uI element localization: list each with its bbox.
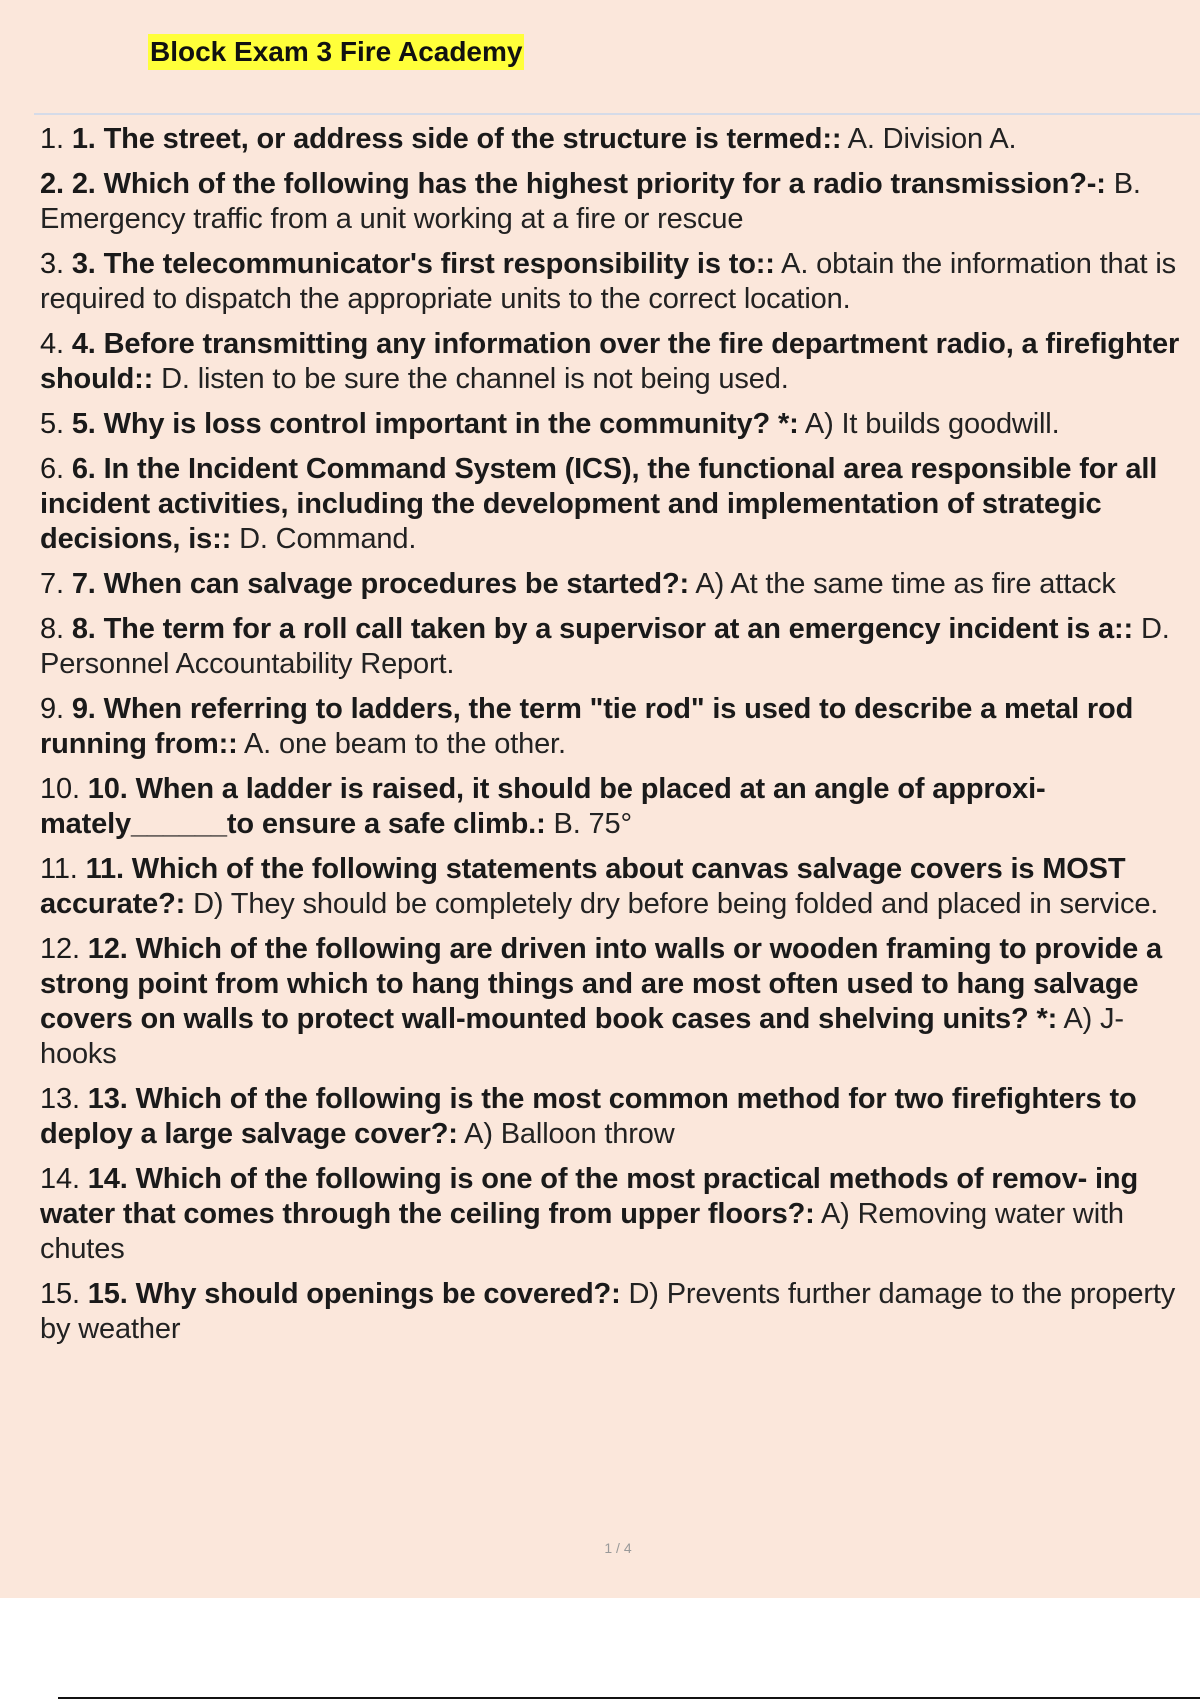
question-text: 11. Which of the following statements about canvas salvage covers is MOST accurate?: xyxy=(40,853,1126,920)
question-number: 10. xyxy=(40,773,80,805)
question-item xyxy=(40,1082,1196,1152)
question-number: 9. xyxy=(40,693,64,725)
answer-text: A) At the same time as fire attack xyxy=(695,568,1116,600)
question-item xyxy=(40,407,1196,442)
question-number: 4. xyxy=(40,328,64,360)
question-item xyxy=(40,932,1196,1072)
question-item xyxy=(40,772,1196,842)
answer-text: D) Prevents further damage to the property by weather xyxy=(40,1278,1176,1345)
answer-text: D. listen to be sure the channel is not being used. xyxy=(161,363,789,395)
question-text: 5. Why is loss control important in the community? *: xyxy=(71,408,799,440)
question-item xyxy=(40,1162,1196,1267)
answer-text: A) It builds goodwill. xyxy=(804,408,1060,440)
question-item xyxy=(40,122,1196,157)
question-item xyxy=(40,167,1196,237)
question-number: 3. xyxy=(40,248,64,280)
question-text: 13. Which of the following is the most common method for two firefighters to deploy a large salvage cover?: xyxy=(40,1083,1137,1150)
answer-text: A. obtain the information that is required to dispatch the appropriate units to the correct location. xyxy=(40,248,1176,315)
question-number: 8. xyxy=(40,613,64,645)
question-text: 7. When can salvage procedures be started?: xyxy=(71,568,690,600)
title-block xyxy=(148,34,524,70)
question-item xyxy=(40,327,1196,397)
question-item xyxy=(40,692,1196,762)
question-text: 3. The telecommunicator's first responsibility is to:: xyxy=(71,248,775,280)
question-item xyxy=(40,247,1196,317)
question-text: 12. Which of the following are driven into walls or wooden framing to provide a strong point from which to hang things and are most often used to hang salvage covers on walls to protect wall-mounted book cases and shelving units? *: xyxy=(40,933,1162,1035)
answer-text: D) They should be completely dry before being folded and placed in service. xyxy=(193,888,1159,920)
page-indicator: 1 / 4 xyxy=(604,1540,632,1556)
question-number: 2. xyxy=(40,168,64,200)
question-item xyxy=(40,1277,1196,1347)
question-item xyxy=(40,567,1196,602)
document-title: Block Exam 3 Fire Academy xyxy=(148,34,524,70)
question-text: 10. When a ladder is raised, it should be placed at an angle of approxi- mately______to ensure a safe climb.: xyxy=(40,773,1046,840)
question-number: 12. xyxy=(40,933,80,965)
question-number: 11. xyxy=(40,853,78,885)
question-text: 1. The street, or address side of the structure is termed:: xyxy=(71,123,842,155)
header-divider xyxy=(34,113,1200,115)
question-text: 15. Why should openings be covered?: xyxy=(87,1278,621,1310)
question-text: 8. The term for a roll call taken by a supervisor at an emergency incident is a:: xyxy=(71,613,1134,645)
question-item xyxy=(40,452,1196,557)
answer-text: A) J-hooks xyxy=(40,1003,1124,1070)
answer-text: B. 75° xyxy=(553,808,632,840)
question-number: 1. xyxy=(40,123,64,155)
question-number: 13. xyxy=(40,1083,80,1115)
question-list xyxy=(40,122,1196,1357)
page-bottom-rule xyxy=(58,1697,1200,1699)
question-text: 6. In the Incident Command System (ICS), the functional area responsible for all incident activities, including the development and implementation of strategic decisions, is:: xyxy=(40,453,1158,555)
question-number: 6. xyxy=(40,453,64,485)
question-text: 9. When referring to ladders, the term "tie rod" is used to describe a metal rod running from:: xyxy=(40,693,1134,760)
question-text: 2. Which of the following has the highest priority for a radio transmission?-: xyxy=(71,168,1106,200)
question-item xyxy=(40,852,1196,922)
answer-text: A. Division A. xyxy=(847,123,1017,155)
question-number: 15. xyxy=(40,1278,80,1310)
answer-text: D. Personnel Accountability Report. xyxy=(40,613,1170,680)
question-text: 14. Which of the following is one of the most practical methods of remov- ing water that comes through the ceiling from upper floors?: xyxy=(40,1163,1139,1230)
answer-text: A) Balloon throw xyxy=(464,1118,675,1150)
question-number: 14. xyxy=(40,1163,80,1195)
question-number: 7. xyxy=(40,568,64,600)
answer-text: B. Emergency traffic from a unit working at a fire or rescue xyxy=(40,168,1141,235)
question-text: 4. Before transmitting any information over the fire department radio, a firefighter should:: xyxy=(40,328,1180,395)
question-number: 5. xyxy=(40,408,64,440)
answer-text: D. Command. xyxy=(239,523,417,555)
question-item xyxy=(40,612,1196,682)
answer-text: A. one beam to the other. xyxy=(243,728,566,760)
answer-text: A) Removing water with chutes xyxy=(40,1198,1124,1265)
